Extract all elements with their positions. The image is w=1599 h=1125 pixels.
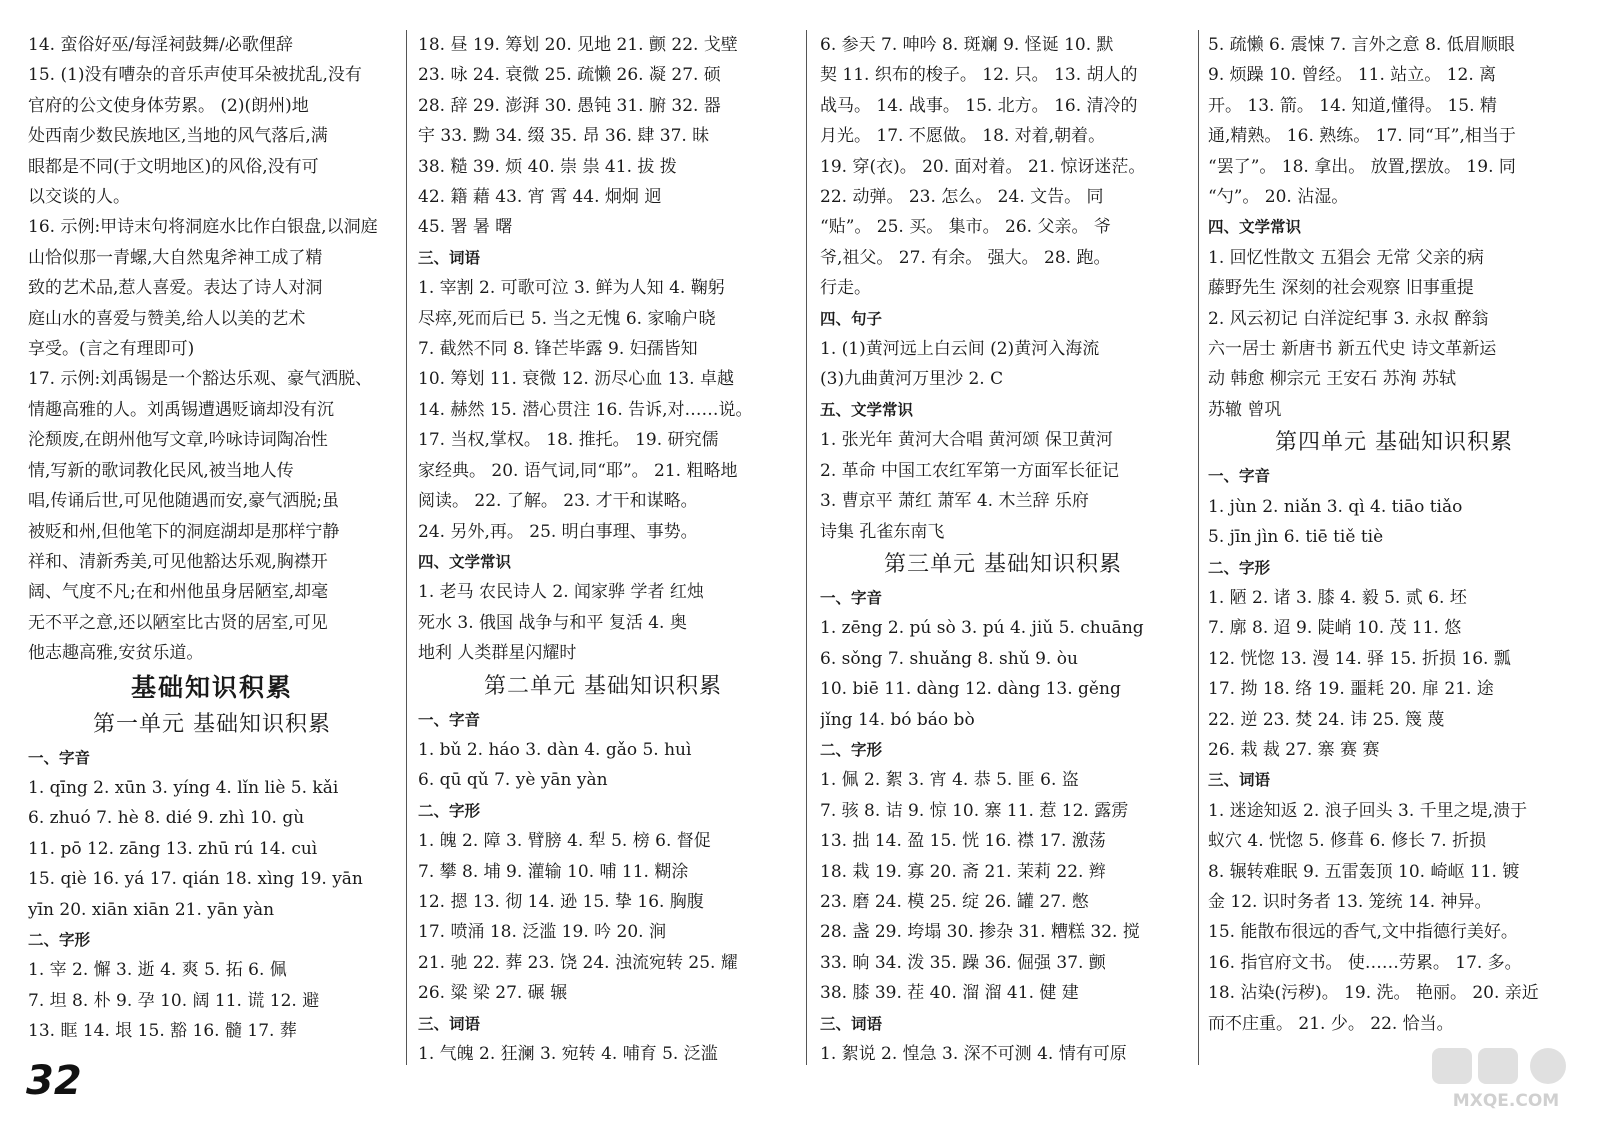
answer-line: 1. 陋 2. 诸 3. 膝 4. 毅 5. 贰 6. 坯 bbox=[1208, 587, 1467, 608]
answer-line: 1. zēng 2. pú sò 3. pú 4. jiǔ 5. chuāng bbox=[820, 618, 1144, 639]
answer-line: 以交谈的人。 bbox=[28, 187, 130, 208]
answer-line: 庭山水的喜爱与赞美,给人以美的艺术 bbox=[28, 308, 306, 329]
answer-line: 动 韩愈 柳宗元 王安石 苏洵 苏轼 bbox=[1208, 369, 1457, 390]
answer-line: 26. 粱 梁 27. 碾 辗 bbox=[418, 983, 568, 1004]
answer-line: 阅读。 22. 了解。 23. 才干和谋略。 bbox=[418, 491, 698, 512]
answer-line: 六一居士 新唐书 新五代史 诗文革新运 bbox=[1208, 339, 1497, 360]
answer-line: 21. 驰 22. 葬 23. 饶 24. 浊流宛转 25. 耀 bbox=[418, 952, 738, 973]
answer-line: 17. 当权,掌权。 18. 推托。 19. 研究儒 bbox=[418, 430, 719, 451]
answer-line: 6. sǒng 7. shuǎng 8. shǔ 9. òu bbox=[820, 648, 1078, 669]
answer-line: 10. 筹划 11. 衰微 12. 沥尽心血 13. 卓越 bbox=[418, 369, 734, 390]
answer-line: 6. zhuó 7. hè 8. dié 9. zhì 10. gù bbox=[28, 808, 305, 829]
section-heading: 一、字音 bbox=[1208, 467, 1271, 486]
section-heading: 二、字形 bbox=[28, 930, 91, 949]
answer-line: 7. 骇 8. 诘 9. 惊 10. 寨 11. 惹 12. 露雳 bbox=[820, 800, 1129, 821]
answer-column-3 bbox=[820, 30, 1186, 1111]
answer-line: 1. 絮说 2. 惶急 3. 深不可测 4. 情有可原 bbox=[820, 1044, 1127, 1064]
answer-line: 1. 老马 农民诗人 2. 闻家骅 学者 红烛 bbox=[418, 582, 704, 603]
answer-line: 15. (1)没有嘈杂的音乐声使耳朵被扰乱,没有 bbox=[28, 65, 362, 86]
answer-line: 23. 磨 24. 模 25. 绽 26. 罐 27. 憋 bbox=[820, 891, 1089, 912]
section-heading: 二、字形 bbox=[418, 801, 481, 820]
section-heading: 四、文学常识 bbox=[418, 552, 512, 571]
answer-line: 12. 摁 13. 彻 14. 逊 15. 挚 16. 胸腹 bbox=[418, 891, 704, 912]
answer-line: 开。 13. 箭。 14. 知道,懂得。 15. 精 bbox=[1208, 95, 1497, 116]
answer-line: 情趣高雅的人。刘禹锡遭遇贬谪却没有沉 bbox=[28, 399, 334, 420]
answer-column-2 bbox=[418, 30, 788, 1111]
section-heading: 四、文学常识 bbox=[1208, 218, 1302, 237]
answer-line: 金 12. 识时务者 13. 笼统 14. 神异。 bbox=[1208, 891, 1492, 912]
answer-line: 阔、气度不凡;在和州他虽身居陋室,却毫 bbox=[28, 582, 329, 603]
answer-line: 38. 糙 39. 烦 40. 崇 祟 41. 拔 拨 bbox=[418, 156, 677, 177]
answer-line: 28. 辞 29. 澎湃 30. 愚钝 31. 腑 32. 器 bbox=[418, 95, 721, 116]
answer-line: 1. 迷途知返 2. 浪子回头 3. 千里之堤,溃于 bbox=[1208, 800, 1528, 821]
section-heading: 二、字形 bbox=[820, 740, 883, 759]
section-heading: 一、字音 bbox=[418, 710, 481, 729]
answer-line: 5. 疏懒 6. 震悚 7. 言外之意 8. 低眉顺眼 bbox=[1208, 35, 1515, 55]
answer-line: 1. 宰 2. 懈 3. 逝 4. 爽 5. 拓 6. 佩 bbox=[28, 960, 287, 981]
answer-line: 祥和、清新秀美,可见他豁达乐观,胸襟开 bbox=[28, 551, 328, 572]
answer-line: 苏辙 曾巩 bbox=[1208, 399, 1282, 420]
answer-line: 28. 盏 29. 垮塌 30. 掺杂 31. 糟糕 32. 搅 bbox=[820, 922, 1140, 943]
answer-line: 行走。 bbox=[820, 278, 871, 299]
answer-line: “罢了”。 18. 拿出。 放置,摆放。 19. 同 bbox=[1208, 156, 1516, 177]
answer-line: 沦颓废,在朗州他写文章,吟咏诗词陶冶性 bbox=[28, 430, 328, 451]
answer-line: 诗集 孔雀东南飞 bbox=[820, 521, 945, 542]
answer-line: 45. 署 暑 曙 bbox=[418, 217, 513, 238]
section-heading: 四、句子 bbox=[820, 309, 883, 328]
unit-title: 第一单元 基础知识积累 bbox=[93, 711, 331, 737]
answer-line: 15. 能散布很远的香气,文中指德行美好。 bbox=[1208, 922, 1518, 943]
answer-line: 16. 指官府文书。 使……劳累。 17. 多。 bbox=[1208, 952, 1522, 973]
unit-title: 第三单元 基础知识积累 bbox=[884, 551, 1122, 577]
answer-line: 月光。 17. 不愿做。 18. 对着,朝着。 bbox=[820, 126, 1106, 147]
answer-column-4 bbox=[1208, 30, 1580, 1111]
answer-line: 17. 拗 18. 络 19. 噩耗 20. 扉 21. 途 bbox=[1208, 679, 1494, 700]
answer-line: 7. 攀 8. 埔 9. 灌输 10. 哺 11. 糊涂 bbox=[418, 861, 689, 882]
answer-line: 2. 革命 中国工农红军第一方面军长征记 bbox=[820, 460, 1120, 481]
section-heading: 三、词语 bbox=[1208, 771, 1271, 790]
section-heading: 三、词语 bbox=[820, 1014, 883, 1033]
answer-line: 18. 昼 19. 筹划 20. 见地 21. 颤 22. 戈壁 bbox=[418, 35, 738, 55]
answer-line: 眼都是不同(于文明地区)的风俗,没有可 bbox=[28, 156, 319, 177]
answer-line: 3. 曹京平 萧红 萧军 4. 木兰辞 乐府 bbox=[820, 491, 1089, 512]
section-heading: 一、字音 bbox=[28, 748, 91, 767]
page-number: 32 bbox=[26, 1058, 82, 1104]
answer-line: 地利 人类群星闪耀时 bbox=[418, 643, 577, 664]
answer-line: 13. 拙 14. 盈 15. 恍 16. 襟 17. 激荡 bbox=[820, 831, 1106, 852]
section-heading: 三、词语 bbox=[418, 248, 481, 267]
column-divider-1 bbox=[406, 30, 407, 1065]
answer-line: 死水 3. 俄国 战争与和平 复活 4. 奥 bbox=[418, 612, 687, 633]
answer-line: 1. 佩 2. 絮 3. 宵 4. 恭 5. 匪 6. 盗 bbox=[820, 770, 1079, 791]
answer-line: 12. 恍惚 13. 漫 14. 驿 15. 折损 16. 瓢 bbox=[1208, 648, 1511, 669]
answer-line: 官府的公文使身体劳累。 (2)(朗州)地 bbox=[28, 95, 309, 116]
answer-line: 17. 示例:刘禹锡是一个豁达乐观、豪气洒脱、 bbox=[28, 369, 373, 390]
answer-line: 1. 气魄 2. 狂澜 3. 宛转 4. 哺育 5. 泛滥 bbox=[418, 1044, 718, 1064]
answer-line: (3)九曲黄河万里沙 2. C bbox=[820, 369, 1004, 390]
answer-line: jǐng 14. bó báo bò bbox=[820, 709, 975, 730]
answer-line: 10. biē 11. dàng 12. dàng 13. gěng bbox=[820, 679, 1121, 700]
column-divider-2 bbox=[806, 30, 807, 1065]
answer-line: 尽瘁,死而后已 5. 当之无愧 6. 家喻户晓 bbox=[418, 308, 716, 329]
answer-line: 1. jùn 2. niǎn 3. qì 4. tiāo tiǎo bbox=[1208, 496, 1463, 517]
answer-line: 唱,传诵后世,可见他随遇而安,豪气洒脱;虽 bbox=[28, 491, 339, 512]
answer-line: 13. 眶 14. 垠 15. 豁 16. 髓 17. 葬 bbox=[28, 1021, 297, 1042]
unit-title: 第四单元 基础知识积累 bbox=[1275, 430, 1513, 456]
answer-line: 23. 咏 24. 衰微 25. 疏懒 26. 凝 27. 硕 bbox=[418, 65, 721, 86]
answer-line: 1. qīng 2. xūn 3. yíng 4. lǐn liè 5. kǎi bbox=[28, 777, 339, 798]
answer-line: 5. jīn jìn 6. tiē tiě tiè bbox=[1208, 527, 1384, 548]
answer-line: 22. 逆 23. 焚 24. 讳 25. 篾 蔑 bbox=[1208, 709, 1445, 730]
answer-line: 42. 籍 藉 43. 宵 霄 44. 炯炯 迥 bbox=[418, 187, 662, 208]
answer-line: 38. 膝 39. 茬 40. 溜 溜 41. 健 建 bbox=[820, 983, 1079, 1004]
answer-line: 致的艺术品,惹人喜爱。表达了诗人对洞 bbox=[28, 278, 323, 299]
answer-line: 24. 另外,再。 25. 明白事理、事势。 bbox=[418, 521, 698, 542]
answer-line: 1. bǔ 2. háo 3. dàn 4. gǎo 5. huì bbox=[418, 739, 692, 760]
answer-line: 16. 示例:甲诗末句将洞庭水比作白银盘,以洞庭 bbox=[28, 217, 378, 238]
answer-line: 7. 截然不同 8. 锋芒毕露 9. 妇孺皆知 bbox=[418, 339, 698, 360]
answer-line: 19. 穿(衣)。 20. 面对着。 21. 惊讶迷茫。 bbox=[820, 156, 1146, 177]
answer-line: 14. 蛮俗好巫/每淫祠鼓舞/必歌俚辞 bbox=[28, 35, 293, 55]
answer-line: 被贬和州,但他笔下的洞庭湖却是那样宁静 bbox=[28, 521, 340, 542]
answer-line: 处西南少数民族地区,当地的风气落后,满 bbox=[28, 126, 328, 147]
section-heading: 三、词语 bbox=[418, 1014, 481, 1033]
answer-line: 通,精熟。 16. 熟练。 17. 同“耳”,相当于 bbox=[1208, 126, 1516, 147]
answer-line: 11. pō 12. zāng 13. zhū rú 14. cuì bbox=[28, 838, 318, 859]
answer-line: 26. 栽 裁 27. 寨 赛 赛 bbox=[1208, 739, 1380, 760]
answer-line: 17. 喷涌 18. 泛滥 19. 吟 20. 涧 bbox=[418, 922, 666, 943]
answer-line: 7. 廓 8. 迢 9. 陡峭 10. 茂 11. 悠 bbox=[1208, 618, 1462, 639]
answer-line: 爷,祖父。 27. 有余。 强大。 28. 跑。 bbox=[820, 247, 1111, 268]
part-title: 基础知识积累 bbox=[130, 672, 293, 702]
answer-line: 藤野先生 深刻的社会观察 旧事重提 bbox=[1208, 278, 1474, 299]
answer-line: 享受。(言之有理即可) bbox=[28, 339, 195, 360]
answer-line: 33. 晌 34. 泼 35. 躁 36. 倔强 37. 颤 bbox=[820, 952, 1106, 973]
answer-line: 1. 宰割 2. 可歌可泣 3. 鲜为人知 4. 鞠躬 bbox=[418, 278, 725, 299]
answer-line: 无不平之意,还以陋室比古贤的居室,可见 bbox=[28, 612, 328, 633]
answer-line: 情,写新的歌词教化民风,被当地人传 bbox=[28, 460, 294, 481]
answer-line: 契 11. 织布的梭子。 12. 只。 13. 胡人的 bbox=[820, 65, 1138, 86]
column-divider-3 bbox=[1198, 30, 1199, 1065]
section-heading: 二、字形 bbox=[1208, 558, 1271, 577]
answer-line: 他志趣高雅,安贫乐道。 bbox=[28, 643, 204, 664]
watermark-text: MXQE.COM bbox=[1452, 1091, 1560, 1111]
answer-line: 1. 魄 2. 障 3. 臂膀 4. 犁 5. 榜 6. 督促 bbox=[418, 831, 711, 852]
answer-line: 7. 坦 8. 朴 9. 孕 10. 阔 11. 谎 12. 避 bbox=[28, 990, 320, 1011]
answer-line: 6. qū qǔ 7. yè yān yàn bbox=[418, 770, 608, 791]
answer-line: 18. 栽 19. 寡 20. 斋 21. 茉莉 22. 辫 bbox=[820, 861, 1106, 882]
answer-line: 15. qiè 16. yá 17. qián 18. xìng 19. yān bbox=[28, 869, 363, 890]
section-heading: 一、字音 bbox=[820, 588, 883, 607]
answer-line: 1. 张光年 黄河大合唱 黄河颂 保卫黄河 bbox=[820, 430, 1113, 451]
answer-line: 家经典。 20. 语气词,同“耶”。 21. 粗略地 bbox=[418, 460, 738, 481]
answer-line: 而不庄重。 21. 少。 22. 恰当。 bbox=[1208, 1013, 1454, 1034]
answer-line: 18. 沾染(污秽)。 19. 洗。 艳丽。 20. 亲近 bbox=[1208, 983, 1539, 1004]
answer-line: “勺”。 20. 沾湿。 bbox=[1208, 187, 1349, 208]
answer-line: 22. 动弹。 23. 怎么。 24. 文告。 同 bbox=[820, 187, 1104, 208]
answer-line: 8. 辗转难眠 9. 五雷轰顶 10. 崎岖 11. 镀 bbox=[1208, 861, 1520, 882]
answer-line: 蚁穴 4. 恍惚 5. 修葺 6. 修长 7. 折损 bbox=[1208, 831, 1487, 852]
answer-line: 6. 参天 7. 呻吟 8. 斑斓 9. 怪诞 10. 默 bbox=[820, 35, 1114, 55]
unit-title: 第二单元 基础知识积累 bbox=[484, 673, 722, 699]
answer-line: 战马。 14. 战事。 15. 北方。 16. 清冷的 bbox=[820, 95, 1138, 116]
answer-line: 2. 风云初记 白洋淀纪事 3. 永叔 醉翁 bbox=[1208, 308, 1489, 329]
watermark-logo bbox=[1430, 1046, 1582, 1112]
answer-column-1 bbox=[28, 30, 396, 1111]
answer-line: yīn 20. xiān xiān 21. yān yàn bbox=[28, 899, 275, 920]
answer-line: 山恰似那一青螺,大自然鬼斧神工成了精 bbox=[28, 247, 323, 268]
answer-line: 宇 33. 黝 34. 缀 35. 昂 36. 肆 37. 昧 bbox=[418, 126, 710, 147]
answer-line: 9. 烦躁 10. 曾经。 11. 站立。 12. 离 bbox=[1208, 65, 1497, 86]
answer-line: 1. (1)黄河远上白云间 (2)黄河入海流 bbox=[820, 339, 1100, 360]
answer-line: 1. 回忆性散文 五猖会 无常 父亲的病 bbox=[1208, 247, 1484, 268]
section-heading: 五、文学常识 bbox=[820, 400, 914, 419]
answer-line: 14. 赫然 15. 潜心贯注 16. 告诉,对……说。 bbox=[418, 399, 753, 420]
answer-line: “贴”。 25. 买。 集市。 26. 父亲。 爷 bbox=[820, 217, 1111, 238]
